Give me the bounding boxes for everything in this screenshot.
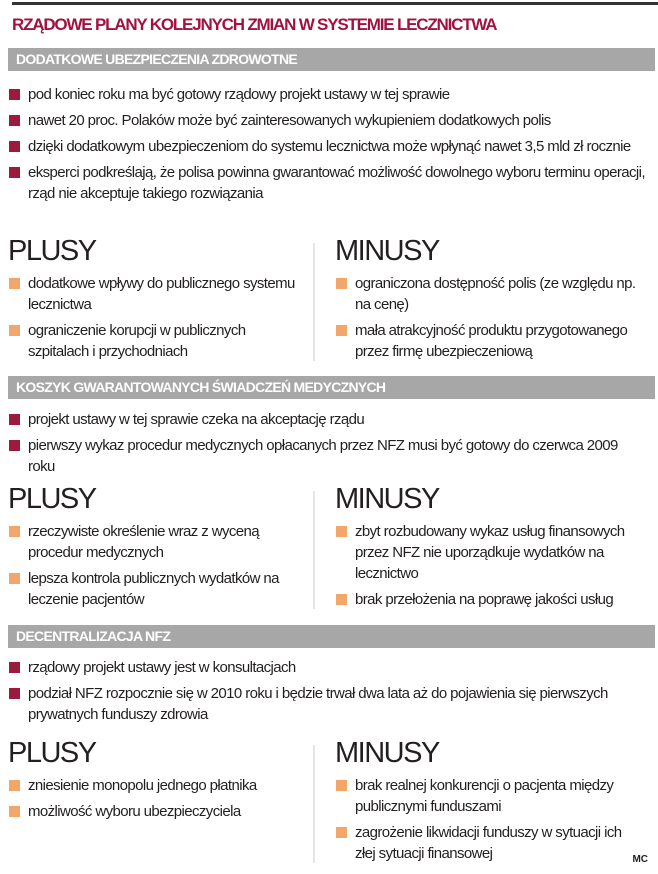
list-item <box>335 775 645 817</box>
item-text: brak przełożenia na poprawę jakości usług <box>355 591 614 608</box>
square-bullet-icon <box>9 414 20 425</box>
square-bullet-icon <box>9 115 20 126</box>
list-item <box>335 589 645 610</box>
square-bullet-icon <box>9 662 20 673</box>
square-bullet-icon <box>336 278 347 289</box>
item-text: możliwość wyboru ubezpieczyciela <box>28 803 241 820</box>
list-item <box>8 136 648 157</box>
list-item <box>8 84 648 105</box>
list-item <box>8 273 298 315</box>
cons-list <box>335 273 645 362</box>
item-text: zbyt rozbudowany wykaz usług finansowych przez NFZ nie uporządkuje wydatków na lecznictwo <box>355 523 625 582</box>
item-text: ograniczona dostępność polis (ze względu np. na cenę) <box>355 275 636 313</box>
cons-column <box>335 483 645 615</box>
cons-list <box>335 775 645 864</box>
list-item <box>335 521 645 584</box>
item-text: brak realnej konkurencji o pacjenta między publicznymi funduszami <box>355 777 614 815</box>
item-text: projekt ustawy w tej sprawie czeka na akceptację rządu <box>28 411 365 428</box>
square-bullet-icon <box>9 688 20 699</box>
section-points <box>8 657 648 730</box>
list-item <box>8 657 648 678</box>
item-text: rządowy projekt ustawy jest w konsultacjach <box>28 659 296 676</box>
item-text: zagrożenie likwidacji funduszy w sytuacji ich złej sytuacji finansowej <box>355 824 622 862</box>
cons-column <box>335 235 645 367</box>
cons-list <box>335 521 645 610</box>
pros-list <box>8 521 298 610</box>
list-item <box>8 320 298 362</box>
square-bullet-icon <box>9 325 20 336</box>
item-text: rzeczywiste określenie wraz z wyceną procedur medycznych <box>28 523 259 561</box>
list-item <box>335 273 645 315</box>
list-item <box>8 801 298 822</box>
list-item <box>335 822 645 864</box>
section-points <box>8 84 648 209</box>
list-item <box>8 683 648 725</box>
item-text: podział NFZ rozpocznie się w 2010 roku i będzie trwał dwa lata aż do pojawienia się pierwszych prywatnych funduszy zdrowia <box>28 685 608 723</box>
list-item <box>8 162 648 204</box>
square-bullet-icon <box>9 141 20 152</box>
cons-heading: MINUSY <box>335 737 439 769</box>
pros-column <box>8 235 298 367</box>
list-item <box>335 320 645 362</box>
pros-list <box>8 775 298 822</box>
list-item <box>8 435 648 477</box>
cons-heading: MINUSY <box>335 235 439 267</box>
cons-column <box>335 737 645 869</box>
item-text: pod koniec roku ma być gotowy rządowy projekt ustawy w tej sprawie <box>28 86 450 103</box>
section-points <box>8 409 648 482</box>
square-bullet-icon <box>336 780 347 791</box>
list-item <box>8 110 648 131</box>
square-bullet-icon <box>9 780 20 791</box>
pros-list <box>8 273 298 362</box>
square-bullet-icon <box>9 526 20 537</box>
section-header: DECENTRALIZACJA NFZ <box>8 625 655 648</box>
pros-heading: PLUSY <box>8 483 96 515</box>
square-bullet-icon <box>336 827 347 838</box>
list-item <box>8 521 298 563</box>
square-bullet-icon <box>9 89 20 100</box>
list-item <box>8 409 648 430</box>
square-bullet-icon <box>9 167 20 178</box>
item-text: mała atrakcyjność produktu przygotowanego przez firmę ubezpieczeniową <box>355 322 628 360</box>
section-header: DODATKOWE UBEZPIECZENIA ZDROWOTNE <box>8 48 655 71</box>
item-text: pierwszy wykaz procedur medycznych opłacanych przez NFZ musi być gotowy do czerwca 2009 roku <box>28 437 618 475</box>
pros-heading: PLUSY <box>8 737 96 769</box>
square-bullet-icon <box>9 278 20 289</box>
item-text: dodatkowe wpływy do publicznego systemu lecznictwa <box>28 275 295 313</box>
list-item <box>8 775 298 796</box>
column-divider <box>313 491 315 609</box>
square-bullet-icon <box>9 440 20 451</box>
page-title: RZĄDOWE PLANY KOLEJNYCH ZMIAN W SYSTEMIE LECZNICTWA <box>12 15 497 34</box>
pros-column <box>8 737 298 827</box>
column-divider <box>313 243 315 361</box>
item-text: nawet 20 proc. Polaków może być zainteresowanych wykupieniem dodatkowych polis <box>28 112 551 129</box>
item-text: zniesienie monopolu jednego płatnika <box>28 777 257 794</box>
item-text: eksperci podkreślają, że polisa powinna gwarantować możliwość dowolnego wyboru terminu operacji, rząd nie akceptuje takiego rozwiązania <box>28 164 645 202</box>
credit: MC <box>632 854 648 865</box>
square-bullet-icon <box>9 573 20 584</box>
item-text: ograniczenie korupcji w publicznych szpitalach i przychodniach <box>28 322 246 360</box>
section-header: KOSZYK GWARANTOWANYCH ŚWIADCZEŃ MEDYCZNYCH <box>8 376 655 399</box>
item-text: dzięki dodatkowym ubezpieczeniom do systemu lecznictwa może wpłynąć nawet 3,5 mld zł rocznie <box>28 138 631 155</box>
cons-heading: MINUSY <box>335 483 439 515</box>
square-bullet-icon <box>336 526 347 537</box>
square-bullet-icon <box>336 325 347 336</box>
item-text: lepsza kontrola publicznych wydatków na leczenie pacjentów <box>28 570 279 608</box>
square-bullet-icon <box>336 594 347 605</box>
column-divider <box>313 745 315 863</box>
list-item <box>8 568 298 610</box>
pros-column <box>8 483 298 615</box>
top-rule <box>12 2 658 5</box>
pros-heading: PLUSY <box>8 235 96 267</box>
square-bullet-icon <box>9 806 20 817</box>
